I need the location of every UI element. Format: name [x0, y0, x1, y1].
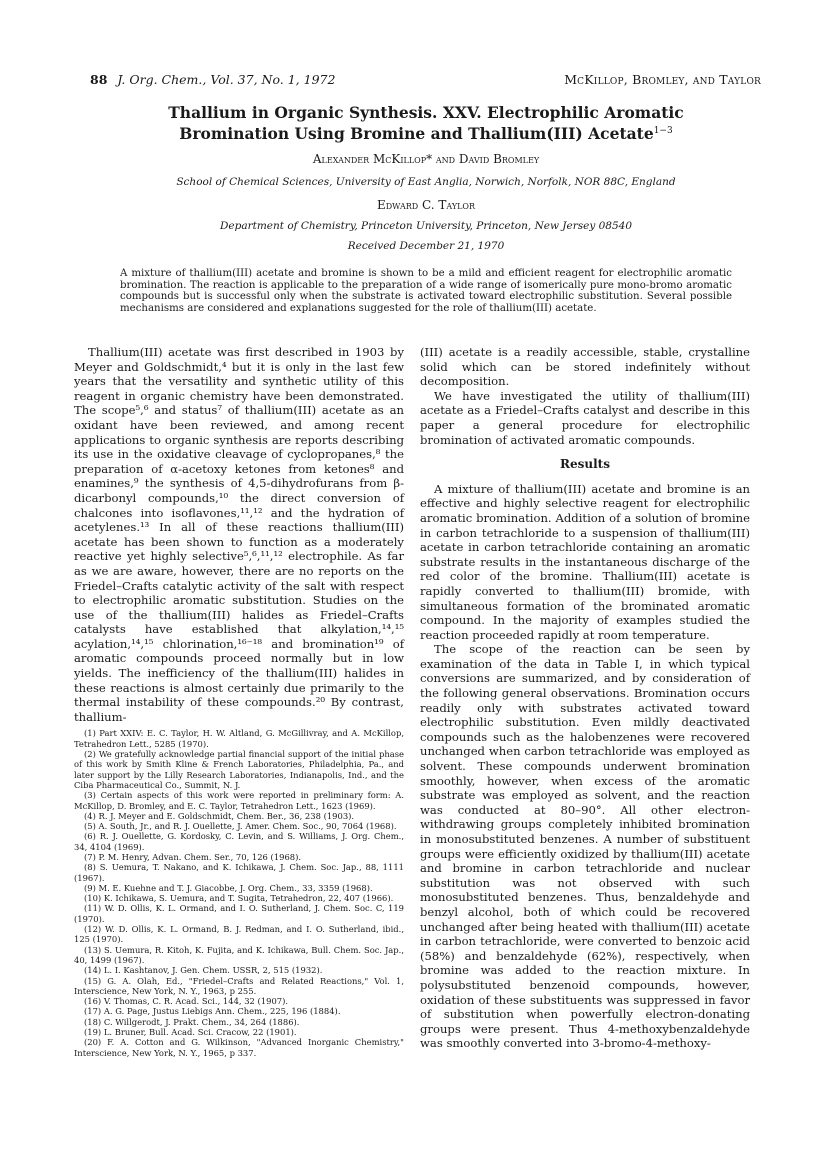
- intro-paragraph: Thallium(III) acetate was first described in 1903 by Meyer and Goldschmidt,⁴ but it is only in the last few years that the versatility and synthetic utility of this reagent in organic chemistry have been demonstrated. The scope⁵,⁶ and status⁷ of thallium(III) acetate as an oxidant have been reviewed, and among recent applications to organic synthesis are reports describing its use in the oxidative cleavage of cyclopropanes,⁸ the preparation of α-acetoxy ketones from ketones⁸ and enamines,⁹ the synthesis of 4,5-dihydrofurans from β-dicarbonyl compounds,¹⁰ the direct conversion of chalcones into isoflavones,¹¹,¹² and the hydration of acetylenes.¹³ In all of these reactions thallium(III) acetate has been shown to function as a moderately reactive yet highly selective⁵,⁶,¹¹,¹² electrophile. As far as we are aware, however, there are no reports on the Friedel–Crafts catalytic activity of the salt with respect to electrophilic aromatic substitution. Studies on the use of the thallium(III) halides as Friedel–Crafts catalysts have established that alkylation,¹⁴,¹⁵ acylation,¹⁴,¹⁵ chlorination,¹⁶⁻¹⁸ and bromination¹⁹ of aromatic compounds proceed normally but in low yields. The inefficiency of the thallium(III) halides in these reactions is almost certainly due primarily to the thermal instability of these compounds.²⁰ By contrast, thallium-: [74, 345, 404, 724]
- continued-paragraph: (III) acetate is a readily accessible, stable, crystalline solid which can be stored indefinitely without decomposition.: [420, 345, 750, 389]
- title-line-2: [90, 123, 762, 144]
- left-column: [74, 345, 404, 1058]
- footnote: (9) M. E. Kuehne and T. J. Giacobbe, J. Org. Chem., 33, 3359 (1968).: [84, 882, 373, 893]
- abstract: A mixture of thallium(III) acetate and bromine is shown to be a mild and efficient reagent for electrophilic aromatic bromination. The reaction is applicable to the preparation of a wide range of isomerically pure mono-bromo aromatic compounds but is successful only when the substrate is activated toward electrophilic substitution. Several possible mechanisms are considered and explanations suggested for the role of thallium(III) acetate.: [120, 268, 732, 314]
- footnote: (2) We gratefully acknowledge partial financial support of the initial phase of this work by Smith Kline & French Laboratories, Philadelphia, Pa., and later support by the Lilly Research Laboratories, Indianapolis, Ind., and the Ciba Pharmaceutical Co., Summit, N. J.: [74, 749, 404, 790]
- footnote: (3) Certain aspects of this work were reported in preliminary form: A. McKillop, D. Bromley, and E. C. Taylor, Tetrahedron Lett., 1623 (1969).: [74, 790, 404, 811]
- running-header-left: [90, 72, 335, 87]
- title-footnote-refs: 1−3: [653, 125, 673, 136]
- footnote: (18) C. Willgerodt, J. Prakt. Chem., 34, 264 (1886).: [84, 1016, 300, 1027]
- footnote: (15) G. A. Olah, Ed., "Friedel–Crafts and Related Reactions," Vol. 1, Interscience, New York, N. Y., 1963, p 255.: [74, 975, 404, 996]
- footnote: (12) W. D. Ollis, K. L. Ormand, B. J. Redman, and I. O. Sutherland, ibid., 125 (1970).: [74, 924, 404, 945]
- author-group-2: Edward C. Taylor: [376, 198, 476, 212]
- affiliation-2: Department of Chemistry, Princeton University, Princeton, New Jersey 08540: [219, 220, 633, 232]
- footnote: (19) L. Bruner, Bull. Acad. Sci. Cracow, 22 (1901).: [84, 1027, 297, 1038]
- footnote: (4) R. J. Meyer and E. Goldschmidt, Chem. Ber., 36, 238 (1903).: [84, 810, 355, 821]
- footnote: (6) R. J. Ouellette, G. Kordosky, C. Levin, and S. Williams, J. Org. Chem., 34, 4104 (1969).: [74, 831, 404, 852]
- paragraph: The scope of the reaction can be seen by examination of the data in Table I, in which typical conversions are summarized, and by consideration of the following general observations. Bromination occurs readily only with substrates activated toward electrophilic substitution. Even mildly deactivated compounds such as the halobenzenes were recovered unchanged when carbon tetrachloride was employed as solvent. These compounds underwent bromination smoothly, however, when excess of the aromatic substrate was employed as solvent, and the reaction was conducted at 80–90°. All other electron-withdrawing groups completely inhibited bromination in monosubstituted benzenes. A number of substituent groups were efficiently oxidized by thallium(III) acetate and bromine in carbon tetrachloride and nuclear substitution was not observed with such monosubstituted benzenes. Thus, benzaldehyde and benzyl alcohol, both of which could be recovered unchanged after being heated with thallium(III) acetate in carbon tetrachloride, were converted to benzoic acid (58%) and benzaldehyde (62%), respectively, when bromine was added to the reaction mixture. In polysubstituted benzenoid compounds, however, oxidation of these substituents was suppressed in favor of substitution when powerfully electron-donating groups were present. Thus 4-methoxybenzaldehyde was smoothly converted into 3-bromo-4-methoxy-: [420, 642, 750, 1051]
- title-line-2-text: Bromination Using Bromine and Thallium(III) Acetate: [179, 124, 654, 143]
- author-group-1: Alexander McKillop* and David Bromley: [312, 152, 540, 166]
- footnote: (8) S. Uemura, T. Nakano, and K. Ichikawa, J. Chem. Soc. Jap., 88, 1111 (1967).: [74, 862, 404, 883]
- footnote: (17) A. G. Page, Justus Liebigs Ann. Chem., 225, 196 (1884).: [84, 1006, 341, 1017]
- paragraph: We have investigated the utility of thallium(III) acetate as a Friedel–Crafts catalyst and describe in this paper a general procedure for electrophilic bromination of activated aromatic compounds.: [420, 388, 750, 447]
- footnote: (13) S. Uemura, R. Kitoh, K. Fujita, and K. Ichikawa, Bull. Chem. Soc. Jap., 40, 1499 (1967).: [74, 944, 404, 965]
- footnote: (7) P. M. Henry, Advan. Chem. Ser., 70, 126 (1968).: [84, 852, 302, 862]
- footnote: (16) V. Thomas, C. R. Acad. Sci., 144, 32 (1907).: [84, 996, 289, 1007]
- right-column: [420, 345, 750, 1051]
- footnote: (20) F. A. Cotton and G. Wilkinson, "Advanced Inorganic Chemistry," Interscience, New York, N. Y., 1965, p 337.: [74, 1037, 404, 1058]
- title-line-1: Thallium in Organic Synthesis. XXV. Electrophilic Aromatic: [168, 103, 684, 122]
- running-header-authors: McKillop, Bromley, and Taylor: [564, 72, 761, 87]
- section-heading-results: Results: [560, 457, 610, 472]
- footnote: (14) L. I. Kashtanov, J. Gen. Chem. USSR, 2, 515 (1932).: [84, 965, 323, 976]
- footnotes: [74, 728, 404, 1058]
- footnote: (11) W. D. Ollis, K. L. Ormand, and I. O. Sutherland, J. Chem. Soc. C, 119 (1970).: [74, 903, 404, 924]
- received-date: Received December 21, 1970: [347, 240, 505, 252]
- footnote: (5) A. South, Jr., and R. J. Ouellette, J. Amer. Chem. Soc., 90, 7064 (1968).: [84, 821, 397, 832]
- affiliation-1: School of Chemical Sciences, University of East Anglia, Norwich, Norfolk, NOR 88C, England: [176, 176, 676, 188]
- paragraph: A mixture of thallium(III) acetate and bromine is an effective and highly selective reagent for electrophilic aromatic bromination. Addition of a solution of bromine in carbon tetrachloride to a suspension of thallium(III) acetate in carbon tetrachloride containing an aromatic substrate results in the instantaneous discharge of the red color of the bromine. Thallium(III) acetate is rapidly converted to thallium(III) bromide, with simultaneous formation of the brominated aromatic compound. In the majority of examples studied the reaction proceeded rapidly at room temperature.: [420, 481, 750, 642]
- page-number: 88: [90, 72, 108, 87]
- article-title: [90, 102, 762, 144]
- footnote: (1) Part XXIV: E. C. Taylor, H. W. Altland, G. McGillivray, and A. McKillop, Tetrahedron Lett., 5285 (1970).: [74, 728, 404, 749]
- journal-citation: J. Org. Chem., Vol. 37, No. 1, 1972: [117, 72, 336, 87]
- footnote: (10) K. Ichikawa, S. Uemura, and T. Sugita, Tetrahedron, 22, 407 (1966).: [84, 893, 394, 904]
